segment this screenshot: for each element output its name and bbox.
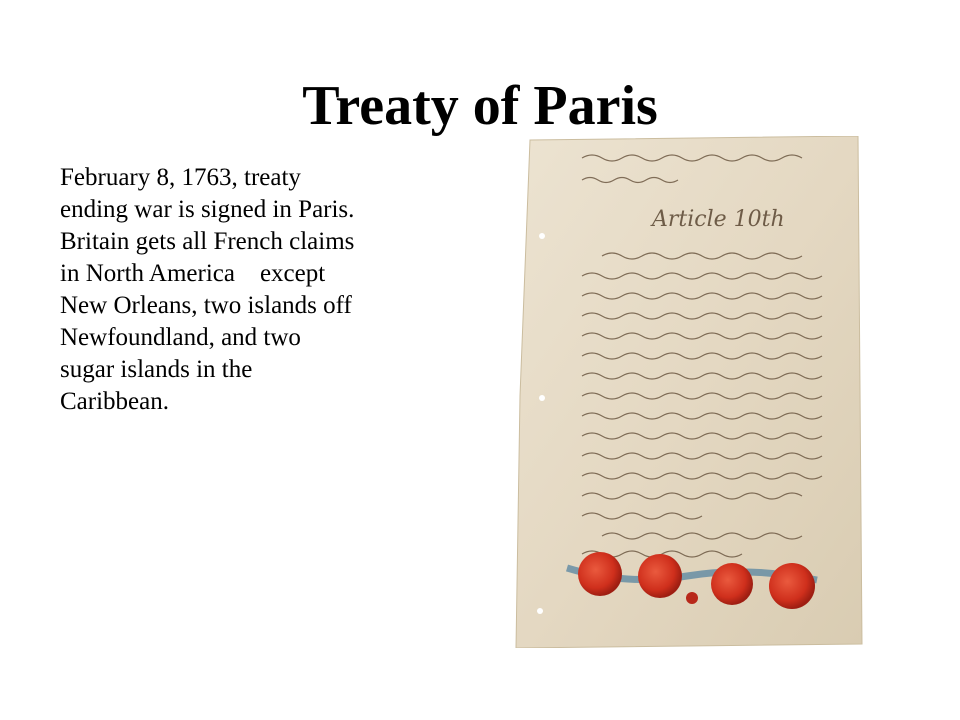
binding-hole: [537, 608, 543, 614]
body-line: Britain gets all French claims: [60, 228, 355, 255]
body-line: sugar islands in the: [60, 356, 253, 383]
wax-seal: [578, 552, 622, 596]
body-line: Caribbean.: [60, 388, 169, 415]
slide-body-text: [60, 162, 460, 418]
body-line: Newfoundland, and two: [60, 324, 301, 351]
body-line: New Orleans, two islands off: [60, 292, 352, 319]
wax-seal: [711, 563, 753, 605]
body-line: in North America except: [60, 260, 326, 287]
slide-title: Treaty of Paris: [302, 75, 658, 137]
body-line: ending war is signed in Paris.: [60, 196, 355, 223]
wax-seal-small: [686, 592, 698, 604]
wax-seal: [769, 563, 815, 609]
binding-hole: [539, 233, 545, 239]
treaty-document-image: [512, 136, 864, 648]
body-line: February 8, 1763, treaty: [60, 164, 301, 191]
document-heading: Article 10th: [652, 207, 785, 232]
wax-seal: [638, 554, 682, 598]
binding-hole: [539, 395, 545, 401]
